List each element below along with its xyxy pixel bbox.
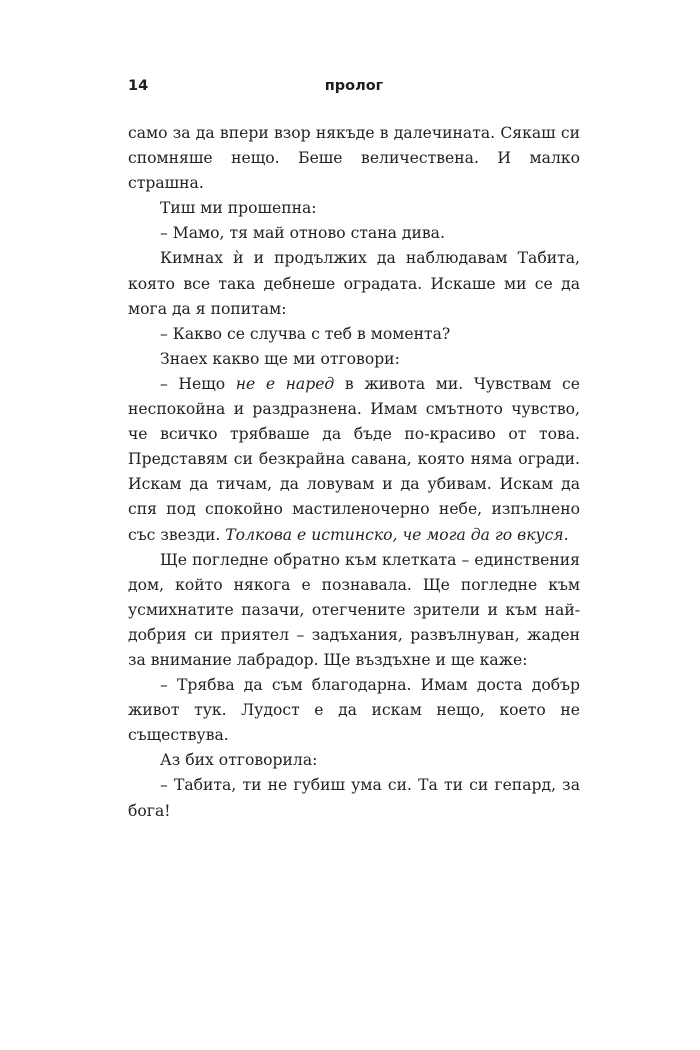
- paragraph-7-italic-d: Толкова е истинско, че мога да го вкуся.: [225, 525, 569, 544]
- body-text: [128, 121, 580, 824]
- page-header: [128, 78, 580, 100]
- paragraph-4: Кимнах ѝ и продължих да наблюдавам Табита, която все така дебнеше оградата. Искаше ми се да мога да я попитам:: [128, 249, 580, 318]
- paragraph-7-part-c: в живота ми. Чувствам се неспокойна и раздразнена. Имам смътното чувство, че всичко трябваше да бъде по-красиво от това. Представям си безкрайна савана, която няма огради. Искам да тичам, да ловувам и да убивам. Искам да спя под спокойно мастиленочерно небе, изпълнено със звезди.: [128, 374, 580, 544]
- paragraph-3: – Мамо, тя май отново стана дива.: [160, 224, 445, 243]
- paragraph-6: Знаех какво ще ми отговори:: [160, 349, 400, 368]
- paragraph-11: – Табита, ти не губиш ума си. Та ти си гепард, за бога!: [128, 776, 580, 820]
- paragraph-7-part-a: – Нещо: [160, 374, 236, 393]
- paragraph-1: само за да впери взор някъде в далечината. Сякаш си спомняше нещо. Беше величествена. И малко страшна.: [128, 124, 580, 193]
- running-head: пролог: [324, 78, 384, 94]
- paragraph-7: [128, 372, 580, 548]
- paragraph-9: – Трябва да съм благодарна. Имам доста добър живот тук. Лудост е да искам нещо, което не съществува.: [128, 676, 580, 745]
- paragraph-2: Тиш ми прошепна:: [160, 199, 317, 218]
- paragraph-10: Аз бих отговорила:: [160, 751, 318, 770]
- paragraph-5: – Какво се случва с теб в момента?: [160, 324, 451, 343]
- paragraph-7-italic-b: не е наред: [235, 374, 335, 393]
- paragraph-8: Ще погледне обратно към клетката – единствения дом, който някога е познавала. Ще погледне към усмихнатите пазачи, отегчените зрители и към най-добрия си приятел – задъхания, развълнуван, жаден за внимание лабрадор. Ще въздъхне и ще каже:: [128, 550, 580, 669]
- page-number: 14: [128, 78, 149, 94]
